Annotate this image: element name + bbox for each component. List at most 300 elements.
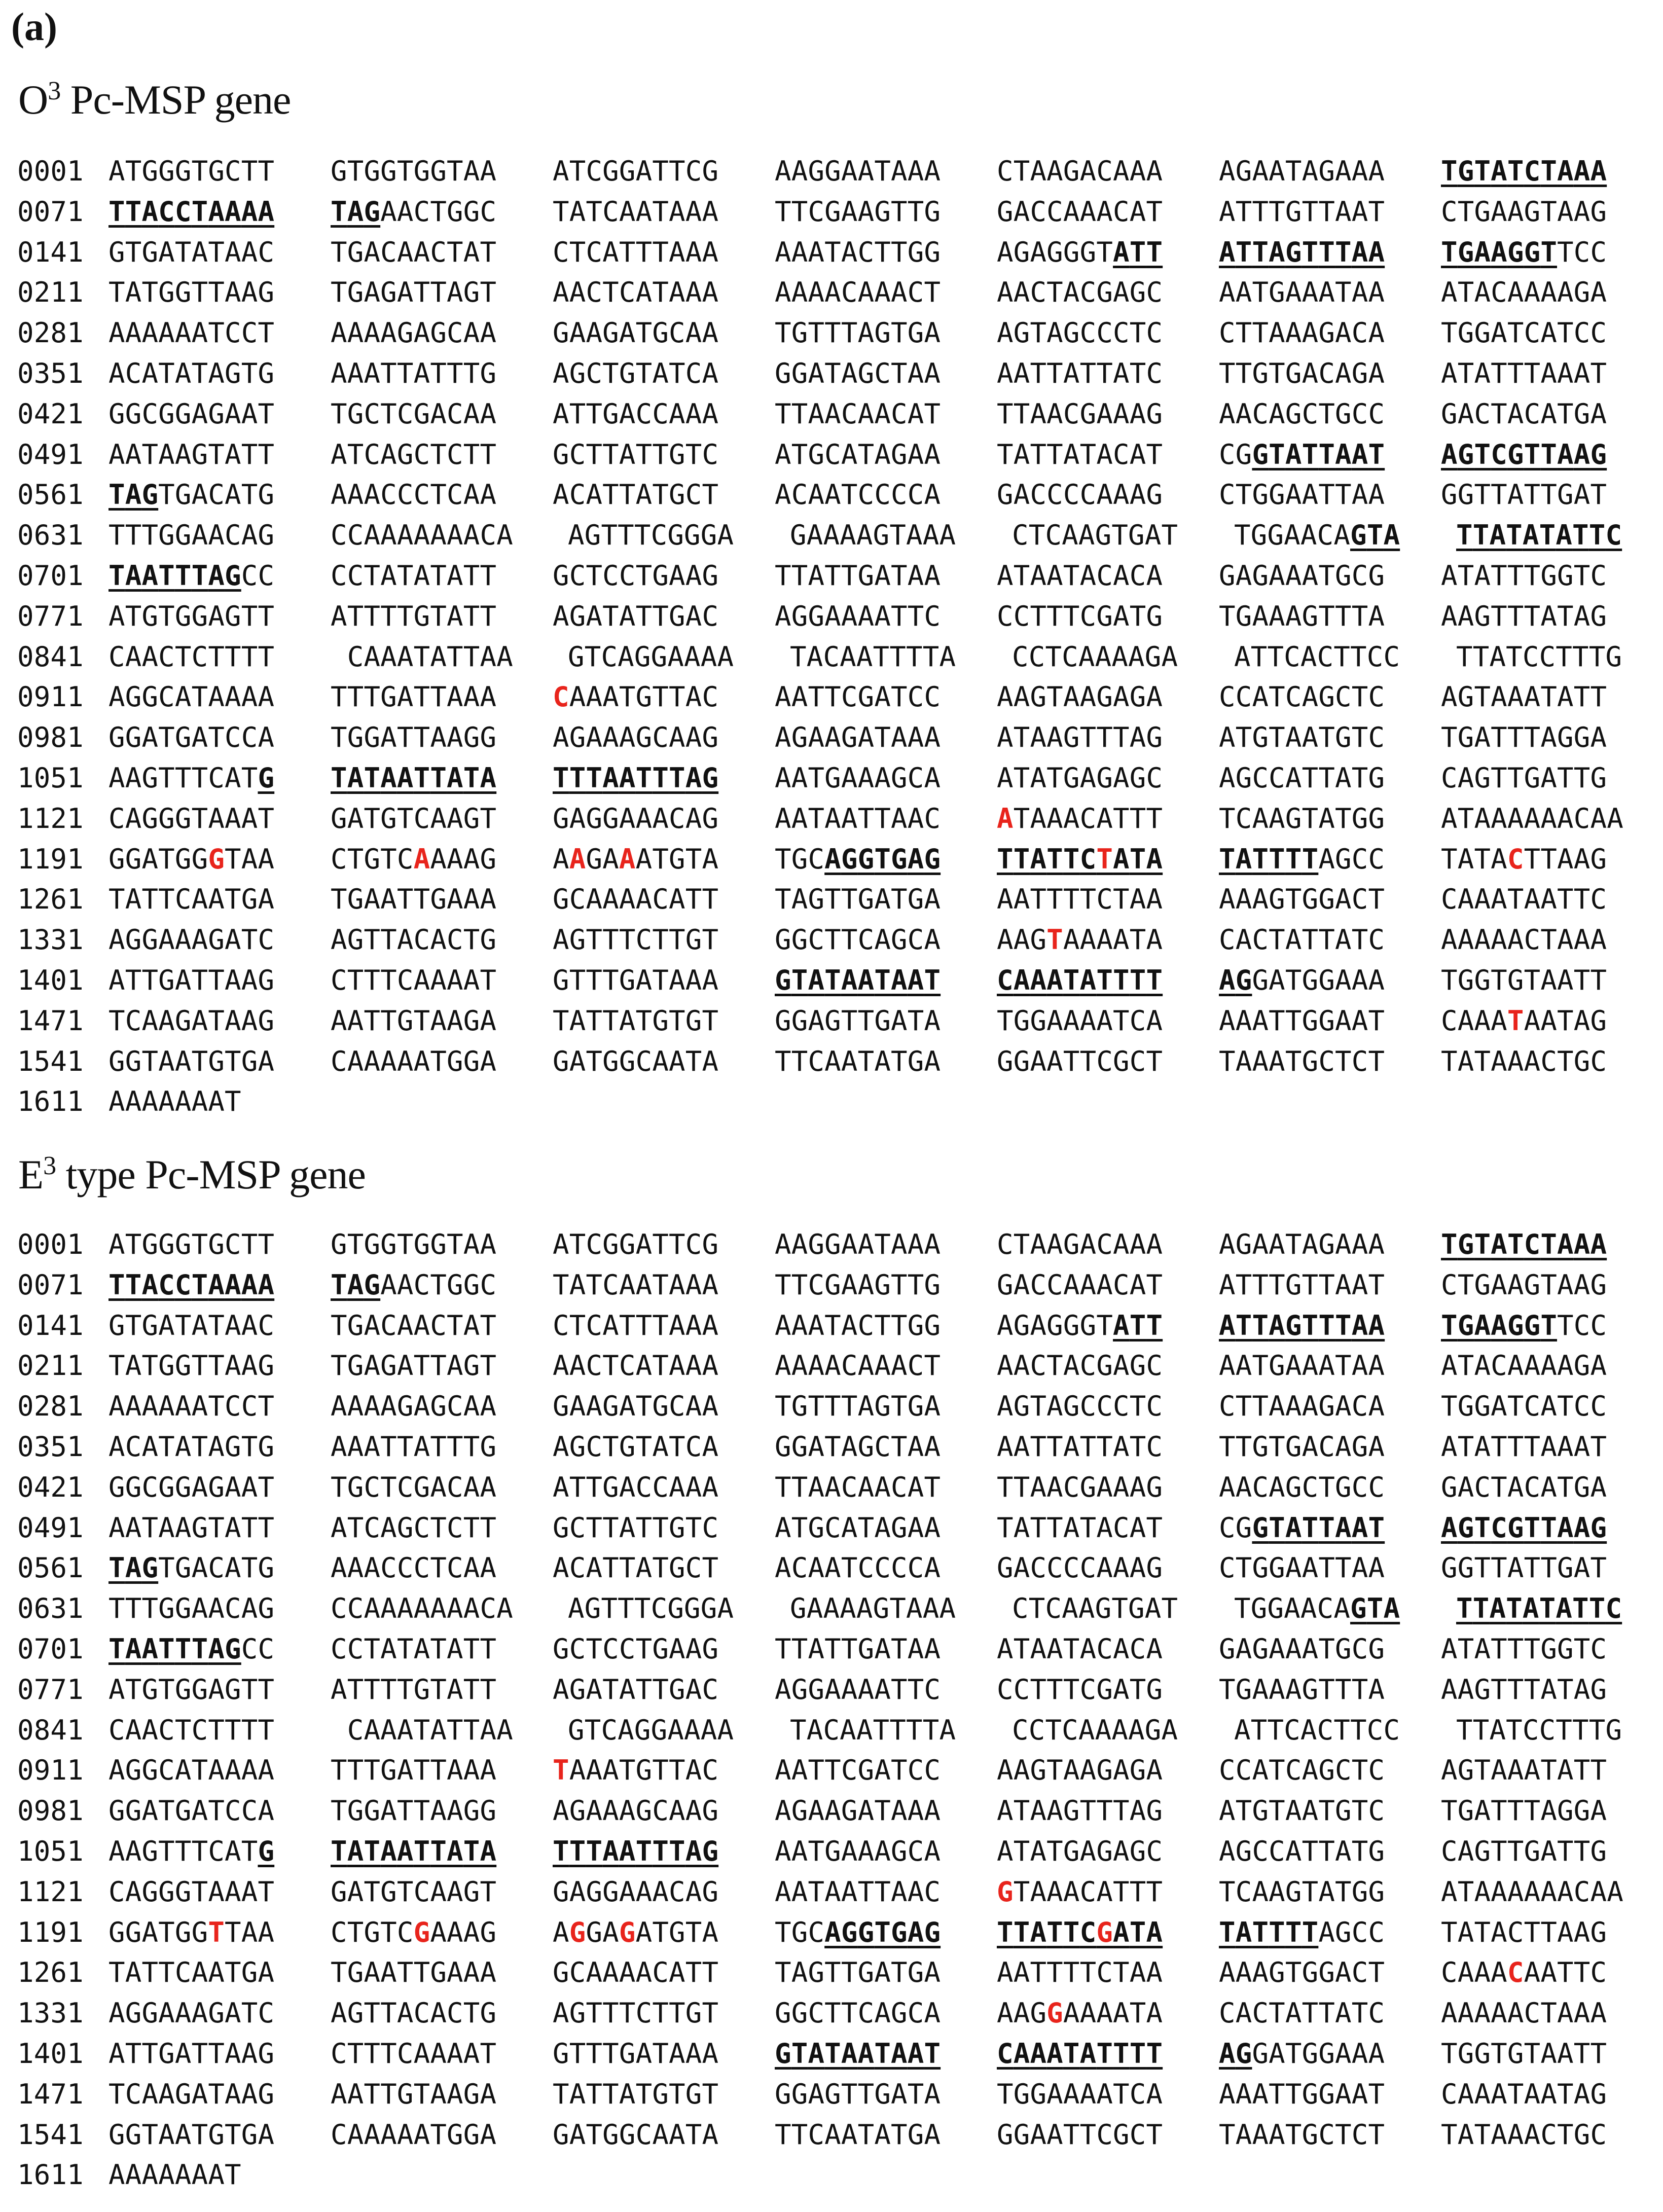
sequence-chunk: AGAGGGTATT [997,1309,1163,1341]
sequence-line [17,1588,1663,1629]
sequence-chunk: TGCTCGACAA [331,1471,497,1503]
sequence-chunk: AAACCCTCAA [331,479,497,511]
sequence-chunk: TTAACGAAAG [997,397,1163,430]
sequence-chunk [1441,1508,1663,1548]
sequence-line [17,879,1663,920]
sequence-line [17,1952,1663,1993]
sequence-chunk: TGGTGTAATT [1441,2037,1607,2070]
sequence-chunk: TACAATTTTA [790,1714,956,1746]
sequence-chunk [1219,1306,1441,1346]
sequence-chunk: AGTTACACTG [331,924,497,956]
sequence-chunk: TGAATTGAAA [331,1956,497,1989]
sequence-line [17,151,1663,192]
section-title-e3 [18,1151,366,1199]
sequence-chunk: AGGCATAAAA [109,1754,275,1787]
sequence-chunk: AAGTTTATAG [1441,1673,1607,1706]
title-rest: Pc-MSP gene [60,77,291,123]
sequence-chunk: AAATACTTGG [775,236,941,268]
sequence-chunk: GAGAAATGCG [1219,559,1385,592]
sequence-chunk [1441,434,1663,475]
sequence-chunk: AATTTTCTAA [997,1956,1163,1989]
sequence-line [17,394,1663,434]
sequence-chunk: AATGAAAGCA [775,1835,941,1867]
sequence-chunk: TAGTGACATG [109,479,275,511]
position-number: 0421 [17,397,84,430]
sequence-chunk: AAGTTTATAG [1441,600,1607,632]
motif-highlight: TTATATATTC [1456,519,1622,552]
sequence-chunk: ATTGATTAAG [109,964,275,996]
motif-highlight: TAG [331,1268,381,1301]
sequence-chunk: TGGATTAAGG [331,721,497,754]
snp-base: T [208,1916,225,1948]
sequence-chunk: TAGTGACATG [109,1552,275,1584]
sequence-chunk: AAAAAATCCT [109,1390,275,1423]
snp-base: A [997,802,1014,835]
sequence-chunk: TTTGATTAAA [331,681,497,713]
snp-base: A [619,843,636,875]
sequence-chunk: GATGTCAAGT [331,1875,497,1908]
sequence-chunk: ACATATAGTG [109,357,275,389]
position-number: 0141 [17,1309,84,1341]
sequence-chunk: GGAGTTGATA [775,2078,941,2110]
sequence-chunk: AATTGTAAGA [331,2078,497,2110]
sequence-chunk: GACCCCAAAG [997,1552,1163,1584]
position-number: 0071 [17,195,84,228]
position-number: 0911 [17,1754,84,1787]
sequence-line [17,1831,1663,1872]
snp-base: T [553,1754,569,1787]
motif-highlight: TAG [331,195,381,228]
sequence-chunk: AACTACGAGC [997,1350,1163,1382]
sequence-line [17,272,1663,313]
sequence-chunk: AAAGTGGACT [1219,883,1385,916]
sequence-chunk: GGTTATTGAT [1441,1552,1607,1584]
sequence-chunk: ATATGAGAGC [997,761,1163,794]
motif-highlight: ATTAGTTTAA [1219,236,1385,268]
sequence-chunk: TAAATGTTAC [553,1754,719,1787]
sequence-chunk: CCTTTCGATG [997,1673,1163,1706]
sequence-chunk: ATAATACACA [997,1633,1163,1665]
sequence-chunk: GTGATATAAC [109,1309,275,1341]
position-number: 0911 [17,681,84,713]
sequence-chunk: TGACAACTAT [331,236,497,268]
sequence-chunk: GTGGTGGTAA [331,1228,497,1260]
position-number: 1611 [17,2159,84,2191]
sequence-chunk: AATAATTAAC [775,802,941,835]
sequence-chunk: AAAAAATCCT [109,317,275,349]
sequence-chunk: ACATATAGTG [109,1430,275,1463]
sequence-chunk: CAAATAATTC [1441,883,1607,916]
sequence-chunk: AGGAAAATTC [775,1673,941,1706]
sequence-line [17,2034,1663,2074]
motif-highlight: CAAATATTTT [997,2037,1163,2070]
sequence-chunk: TAGAACTGGC [331,195,497,228]
sequence-chunk: CAGGGTAAAT [109,1875,275,1908]
sequence-chunk: TGAAAGTTTA [1219,600,1385,632]
snp-base: A [569,843,586,875]
sequence-line [17,1306,1663,1346]
sequence-chunk: TTATTGATAA [775,559,941,592]
sequence-chunk: AAATTATTTG [331,357,497,389]
sequence-chunk: AGAAGATAAA [775,1795,941,1827]
motif-highlight: TAATTTAG [109,559,241,592]
sequence-line [17,1912,1663,1953]
sequence-line [17,637,1663,677]
sequence-chunk: AAATACTTGG [775,1309,941,1341]
sequence-chunk: AGTTACACTG [331,1997,497,2029]
sequence-chunk: GTGATATAAC [109,236,275,268]
title-superscript: 3 [48,77,61,105]
sequence-chunk [1441,151,1663,192]
sequence-chunk: GAAGATGCAA [553,317,719,349]
sequence-chunk: CCATCAGCTC [1219,681,1385,713]
title-rest: type Pc-MSP gene [56,1151,366,1198]
sequence-chunk: TTAACGAAAG [997,1471,1163,1503]
motif-highlight: G [258,1835,275,1867]
motif-highlight: GTA [1350,1592,1400,1625]
sequence-chunk: ATAAACATTT [997,802,1163,835]
sequence-chunk: ATGCATAGAA [775,438,941,470]
motif-highlight: AG [1219,964,1252,996]
sequence-chunk: AATTGTAAGA [331,1004,497,1037]
sequence-chunk: GGATAGCTAA [775,1430,941,1463]
sequence-line [17,2115,1663,2155]
sequence-chunk: CCTCAAAAGA [1012,1714,1178,1746]
position-number: 0491 [17,438,84,470]
sequence-chunk: ATAAAAAACAA [1441,1875,1623,1908]
sequence-chunk: GGCGGAGAAT [109,1471,275,1503]
sequence-chunk: CTGAAGTAAG [1441,1268,1607,1301]
sequence-chunk: GCTCCTGAAG [553,1633,719,1665]
sequence-chunk: TGAGATTAGT [331,276,497,309]
sequence-chunk: GACCAAACAT [997,195,1163,228]
sequence-chunk: AGTTTCGGGA [568,1592,734,1625]
sequence-chunk: TTCGAAGTTG [775,1268,941,1301]
sequence-line [17,677,1663,717]
sequence-line [17,232,1663,273]
sequence-chunk: AGTTTCTTGT [553,924,719,956]
sequence-chunk: GCTTATTGTC [553,438,719,470]
sequence-chunk [1441,1224,1663,1265]
sequence-chunk: ACATTATGCT [553,479,719,511]
sequence-chunk [331,1831,553,1872]
sequence-chunk: AATTCGATCC [775,681,941,713]
sequence-chunk: TGAAGGTTCC [1441,236,1607,268]
sequence-line [17,1224,1663,1265]
sequence-chunk: TGGATCATCC [1441,1390,1607,1423]
sequence-chunk: GATGGCAATA [553,1045,719,1077]
sequence-chunk: AACTACGAGC [997,276,1163,309]
sequence-chunk: TTCAATATGA [775,2118,941,2151]
sequence-chunk: ATCGGATTCG [553,155,719,187]
position-number: 1331 [17,1997,84,2029]
sequence-chunk: CTGGAATTAA [1219,1552,1385,1584]
sequence-chunk: AAATTGGAAT [1219,2078,1385,2110]
sequence-chunk [109,192,331,232]
sequence-chunk: TATTCAATGA [109,1956,275,1989]
position-number: 0001 [17,1228,84,1260]
snp-base: A [413,843,430,875]
sequence-chunk: AAGTAAAATA [997,924,1163,956]
sequence-chunk: AATAAGTATT [109,438,275,470]
sequence-chunk: TGTTTAGTGA [775,317,941,349]
sequence-chunk: CAAAAATGGA [331,2118,497,2151]
sequence-chunk: CAAATAATAG [1441,1004,1607,1037]
sequence-chunk: TGATTTAGGA [1441,1795,1607,1827]
motif-highlight: TTACCTAAAA [109,1268,275,1301]
sequence-chunk: AAAAAAAT [109,1085,241,1118]
sequence-chunk: TGACAACTAT [331,1309,497,1341]
sequence-chunk: TATTATGTGT [553,2078,719,2110]
sequence-chunk: TTAACAACAT [775,1471,941,1503]
motif-highlight: TTATATATTC [1456,1592,1622,1625]
sequence-chunk: TGCAGGTGAG [775,1916,941,1948]
sequence-chunk: AACTCATAAA [553,276,719,309]
sequence-chunk: ATTTTGTATT [331,1673,497,1706]
sequence-chunk: AAGTAAGAGA [997,681,1163,713]
sequence-chunk: AATGAAAGCA [775,761,941,794]
sequence-chunk: TTTGGAACAG [109,1592,275,1625]
sequence-chunk: TATACTTAAG [1441,843,1607,875]
sequence-line [17,1791,1663,1831]
sequence-chunk: TGTTTAGTGA [775,1390,941,1423]
sequence-chunk: AGGATGGAAA [1219,2037,1385,2070]
position-number: 0211 [17,276,84,309]
sequence-chunk: AATTTTCTAA [997,883,1163,916]
sequence-chunk: GAAAAGTAAA [790,1592,956,1625]
sequence-chunk: TTATCCTTTG [1456,640,1622,673]
sequence-chunk: CAGTTGATTG [1441,761,1607,794]
sequence-chunk: ATAATACACA [997,559,1163,592]
position-number: 0631 [17,519,84,552]
position-number: 0841 [17,1714,84,1746]
motif-highlight: TGTATCTAAA [1441,155,1607,187]
sequence-chunk: AGTTTCGGGA [568,519,734,552]
sequence-chunk: TATAAACTGC [1441,1045,1607,1077]
motif-highlight: GTA [1350,519,1400,552]
snp-base: G [1096,1916,1113,1948]
sequence-chunk: GGATGGGTAA [109,843,275,875]
sequence-chunk: GCAAAACATT [553,1956,719,1989]
position-number: 0421 [17,1471,84,1503]
sequence-chunk: TACAATTTTA [790,640,956,673]
sequence-line [17,1041,1663,1082]
sequence-chunk [1456,515,1663,556]
sequence-chunk: GACCAAACAT [997,1268,1163,1301]
sequence-chunk: GGTTATTGAT [1441,479,1607,511]
sequence-chunk: AAAACAAACT [775,276,941,309]
sequence-chunk: AAATTGGAAT [1219,1004,1385,1037]
sequence-chunk: TGGAAAATCA [997,1004,1163,1037]
position-number: 0701 [17,1633,84,1665]
sequence-line [17,758,1663,799]
motif-highlight: AGTCGTTAAG [1441,438,1607,470]
sequence-chunk: GGAATTCGCT [997,1045,1163,1077]
sequence-chunk: ATTTTGTATT [331,600,497,632]
sequence-chunk: AGCTGTATCA [553,1430,719,1463]
sequence-chunk: GACTACATGA [1441,397,1607,430]
sequence-chunk: ATACAAAAGA [1441,1350,1607,1382]
sequence-chunk: AATGAAATAA [1219,276,1385,309]
sequence-chunk: TGGAAAATCA [997,2078,1163,2110]
position-number: 1611 [17,1085,84,1118]
sequence-chunk: AGAAGATAAA [775,721,941,754]
sequence-chunk: AGGATGGAAA [1219,964,1385,996]
sequence-chunk: AAGGAATAAA [775,155,941,187]
position-number: 1191 [17,1916,84,1948]
sequence-chunk [775,2034,997,2074]
sequence-line [17,1508,1663,1548]
sequence-chunk: GAAAAGTAAA [790,519,956,552]
motif-highlight: G [258,761,275,794]
sequence-chunk: AGCTGTATCA [553,357,719,389]
snp-base: C [1507,1956,1524,1989]
sequence-chunk: AAGGAAAATA [997,1997,1163,2029]
sequence-chunk: TGAGATTAGT [331,1350,497,1382]
sequence-chunk: TATAAACTGC [1441,2118,1607,2151]
sequence-chunk: ATCAGCTCTT [331,438,497,470]
sequence-chunk: AAAACAAACT [775,1350,941,1382]
sequence-line [17,920,1663,960]
sequence-chunk: CTTTCAAAAT [331,2037,497,2070]
sequence-chunk: ATAAGTTTAG [997,721,1163,754]
sequence-line [17,717,1663,758]
sequence-chunk: TATGGTTAAG [109,276,275,309]
sequence-chunk: AATAATTAAC [775,1875,941,1908]
sequence-chunk: TGATTTAGGA [1441,721,1607,754]
sequence-chunk: CAGTTGATTG [1441,1835,1607,1867]
sequence-chunk: TATTATGTGT [553,1004,719,1037]
sequence-chunk: TTGTGACAGA [1219,357,1385,389]
motif-highlight: ATTAGTTTAA [1219,1309,1385,1341]
sequence-chunk [1456,1588,1663,1629]
sequence-chunk: GGCTTCAGCA [775,924,941,956]
sequence-chunk: TAGAACTGGC [331,1268,497,1301]
sequence-chunk: ATATTTAAAT [1441,357,1607,389]
position-number: 1541 [17,2118,84,2151]
sequence-line [17,960,1663,1001]
sequence-chunk: ATTCACTTCC [1234,640,1400,673]
sequence-chunk: CCATCAGCTC [1219,1754,1385,1787]
sequence-chunk: CCTATATATT [331,1633,497,1665]
sequence-chunk: AATGAAATAA [1219,1350,1385,1382]
sequence-chunk: CTTAAAGACA [1219,317,1385,349]
sequence-chunk: AAAAGAGCAA [331,317,497,349]
sequence-chunk: AGGAGATGTA [553,1916,719,1948]
sequence-chunk: TGCAGGTGAG [775,843,941,875]
sequence-chunk: GAGGAAACAG [553,802,719,835]
sequence-chunk: GTCAGGAAAA [568,1714,734,1746]
sequence-chunk: TATTTTAGCC [1219,1916,1385,1948]
sequence-line [17,1427,1663,1467]
sequence-chunk: AGGCATAAAA [109,681,275,713]
snp-base: T [1046,924,1063,956]
sequence-chunk [997,839,1219,880]
sequence-chunk: AAAAGAGCAA [331,1390,497,1423]
sequence-line [17,1710,1663,1751]
sequence-chunk: TTATCCTTTG [1456,1714,1622,1746]
sequence-chunk [997,2034,1219,2074]
sequence-chunk [997,960,1219,1001]
sequence-block-o3 [17,151,1663,1122]
sequence-chunk: CCTCAAAAGA [1012,640,1178,673]
sequence-chunk: TGGATCATCC [1441,317,1607,349]
sequence-chunk: ACAATCCCCA [775,1552,941,1584]
sequence-chunk: CTTAAAGACA [1219,1390,1385,1423]
sequence-line [17,1872,1663,1912]
sequence-chunk: AGGAAAGATC [109,924,275,956]
sequence-line [17,515,1663,556]
sequence-chunk: TGGAACAGTA [1234,519,1400,552]
position-number: 1471 [17,2078,84,2110]
motif-highlight: AGTCGTTAAG [1441,1511,1607,1544]
sequence-chunk: CTCATTTAAA [553,1309,719,1341]
sequence-chunk: TCAAGTATGG [1219,802,1385,835]
sequence-chunk: AGAGGGTATT [997,236,1163,268]
sequence-line [17,313,1663,353]
position-number: 0141 [17,236,84,268]
sequence-chunk: GATGTCAAGT [331,802,497,835]
motif-highlight: TATAATTATA [331,761,497,794]
position-number: 1261 [17,1956,84,1989]
sequence-chunk: AATTATTATC [997,357,1163,389]
sequence-chunk: TTCGAAGTTG [775,195,941,228]
sequence-chunk: CAAATGTTAC [553,681,719,713]
sequence-chunk: AGATATTGAC [553,1673,719,1706]
position-number: 0981 [17,1795,84,1827]
position-number: 0561 [17,1552,84,1584]
sequence-chunk: CTAAGACAAA [997,1228,1163,1260]
sequence-chunk: GACTACATGA [1441,1471,1607,1503]
motif-highlight: TTATTCGATA [997,1916,1163,1948]
sequence-chunk: TGCTCGACAA [331,397,497,430]
sequence-chunk: TTATTGATAA [775,1633,941,1665]
sequence-chunk: TATCAATAAA [553,195,719,228]
sequence-chunk: TAATTTAGCC [109,559,275,592]
position-number: 0001 [17,155,84,187]
sequence-chunk: CAGGGTAAAT [109,802,275,835]
sequence-line [17,192,1663,232]
sequence-chunk: TATGGTTAAG [109,1350,275,1382]
sequence-line [17,2155,1663,2195]
motif-highlight: TTTAATTTAG [553,1835,719,1867]
sequence-chunk: GGATGATCCA [109,721,275,754]
sequence-chunk: TGGAACAGTA [1234,1592,1400,1625]
sequence-chunk: AACAGCTGCC [1219,1471,1385,1503]
sequence-chunk: TAGTTGATGA [775,883,941,916]
motif-highlight: TATTTT [1219,1916,1319,1948]
sequence-chunk: GATGGCAATA [553,2118,719,2151]
motif-highlight: TGTATCTAAA [1441,1228,1607,1260]
sequence-chunk: TATTATACAT [997,438,1163,470]
sequence-chunk: AAATTATTTG [331,1430,497,1463]
title-prefix: E [18,1151,44,1198]
snp-base: T [1507,1004,1524,1037]
sequence-line [17,1001,1663,1041]
sequence-chunk: AAGGAATAAA [775,1228,941,1260]
position-number: 1541 [17,1045,84,1077]
title-prefix: O [18,77,48,123]
sequence-chunk: CCTTTCGATG [997,600,1163,632]
sequence-chunk: AGGAAAGATC [109,1997,275,2029]
motif-highlight: AGGTGAG [824,843,941,875]
sequence-chunk: ATGCATAGAA [775,1511,941,1544]
sequence-chunk: ATATTTGGTC [1441,1633,1607,1665]
sequence-line [17,1629,1663,1670]
snp-base: C [553,681,569,713]
sequence-chunk: TGAAGGTTCC [1441,1309,1607,1341]
sequence-line [17,1548,1663,1588]
